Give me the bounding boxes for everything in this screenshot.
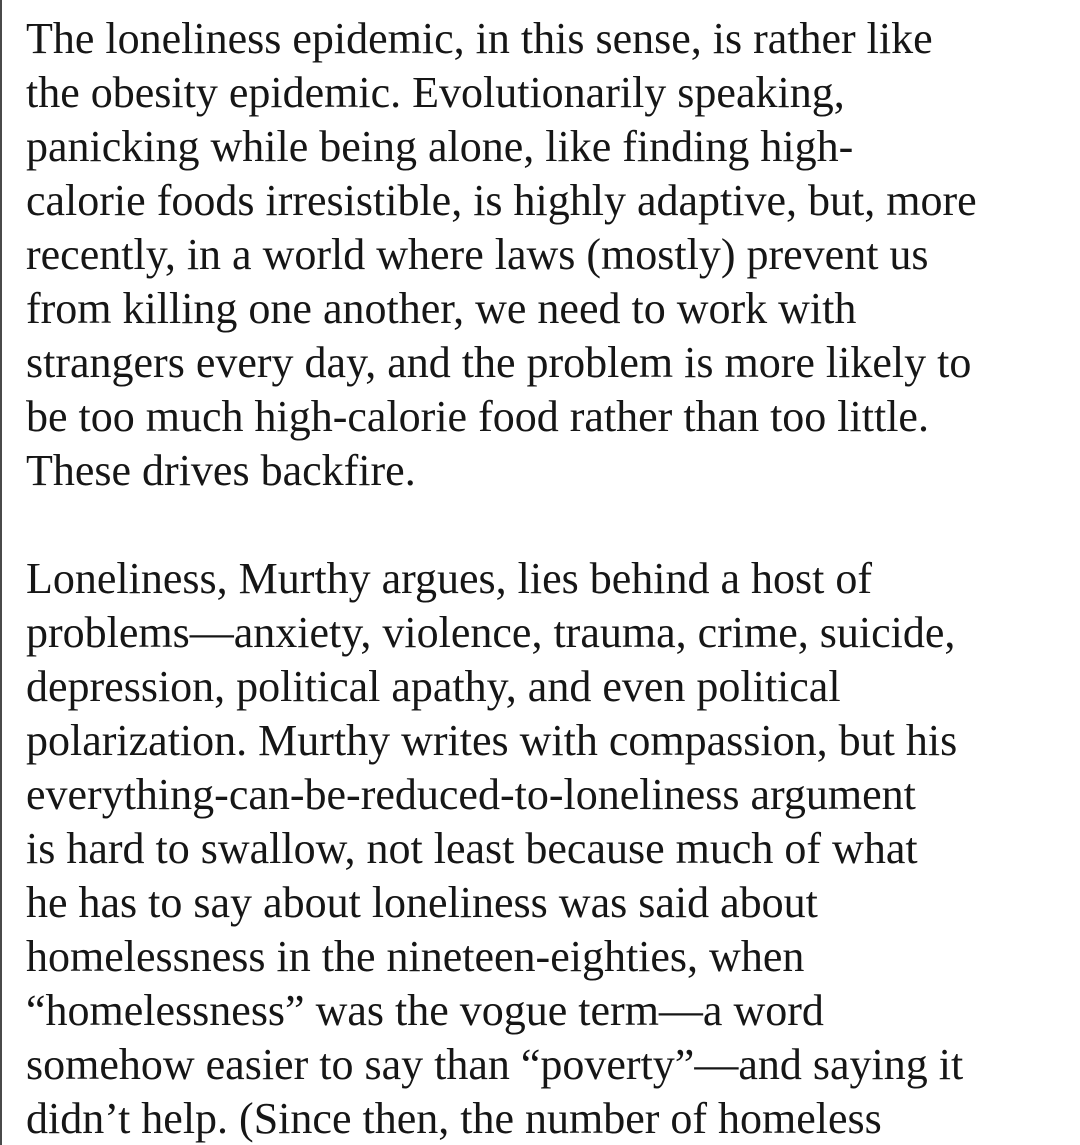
paragraph-1 xyxy=(26,12,1078,498)
text-line: “homelessness” was the vogue term—a word xyxy=(26,986,824,1035)
text-line: problems—anxiety, violence, trauma, crime, suicide, xyxy=(26,608,956,657)
text-line: calorie foods irresistible, is highly adaptive, but, more xyxy=(26,176,977,225)
text-line: from killing one another, we need to work with xyxy=(26,284,857,333)
text-line: homelessness in the nineteen-eighties, when xyxy=(26,932,805,981)
text-line: he has to say about loneliness was said about xyxy=(26,878,818,927)
text-line: strangers every day, and the problem is more likely to xyxy=(26,338,972,387)
paragraph-2 xyxy=(26,552,1078,1145)
text-line: polarization. Murthy writes with compassion, but his xyxy=(26,716,958,765)
text-line: recently, in a world where laws (mostly) prevent us xyxy=(26,230,929,279)
article-body xyxy=(26,12,1078,1145)
text-line: somehow easier to say than “poverty”—and saying it xyxy=(26,1040,964,1089)
text-line: didn’t help. (Since then, the number of homeless xyxy=(26,1094,882,1143)
text-line: Loneliness, Murthy argues, lies behind a host of xyxy=(26,554,873,603)
text-line: These drives backfire. xyxy=(26,446,416,495)
text-line: the obesity epidemic. Evolutionarily speaking, xyxy=(26,68,845,117)
text-line: be too much high-calorie food rather than too little. xyxy=(26,392,929,441)
text-line: depression, political apathy, and even political xyxy=(26,662,841,711)
text-line: panicking while being alone, like finding high- xyxy=(26,122,854,171)
text-line: everything-can-be-reduced-to-loneliness argument xyxy=(26,770,916,819)
text-line: is hard to swallow, not least because much of what xyxy=(26,824,918,873)
text-line: The loneliness epidemic, in this sense, is rather like xyxy=(26,14,933,63)
